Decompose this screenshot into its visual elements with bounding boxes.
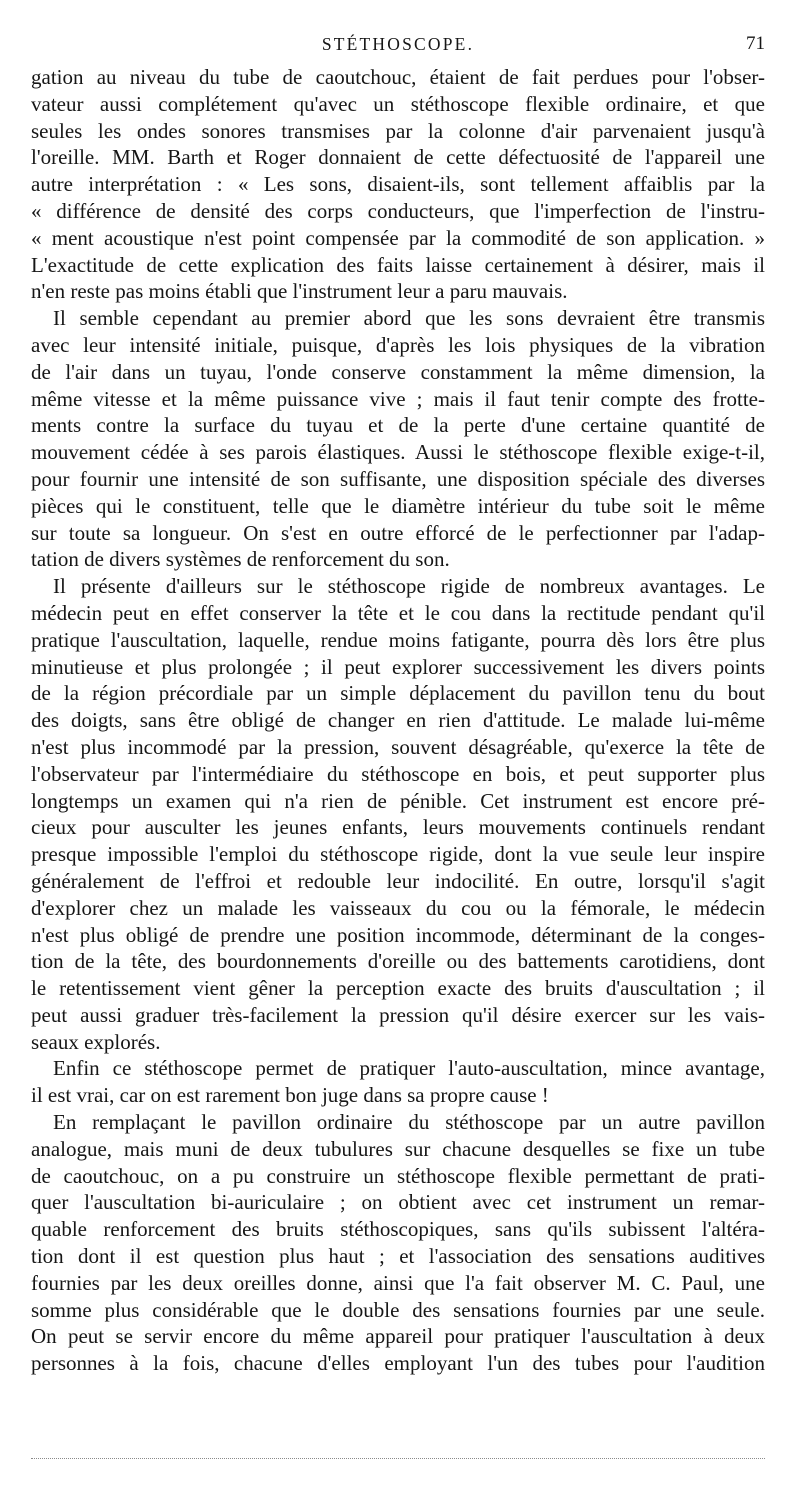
text-line: personnes à la fois, chacune d'elles employant l'un des tubes pour l'audition <box>31 1351 765 1376</box>
text-line: avec leur intensité initiale, puisque, d'après les lois physiques de la vibration <box>31 332 765 357</box>
text-line: tion dont il est question plus haut ; et l'association des sensations auditives <box>31 1244 765 1269</box>
text-line: l'oreille. MM. Barth et Roger donnaient de cette défectuosité de l'appareil une <box>31 145 765 170</box>
text-line: minutieuse et plus prolongée ; il peut explorer successivement les divers points <box>31 654 765 679</box>
text-line: de la région précordiale par un simple déplacement du pavillon tenu du bout <box>31 681 765 706</box>
running-header <box>31 32 765 56</box>
text-line: d'explorer chez un malade les vaisseaux du cou ou la fémorale, le médecin <box>31 895 765 920</box>
text-line: Il semble cependant au premier abord que les sons devraient être transmis <box>53 306 765 331</box>
text-line: quer l'auscultation bi-auriculaire ; on obtient avec cet instrument un remar- <box>31 1190 765 1215</box>
text-line: généralement de l'effroi et redouble leur indocilité. En outre, lorsqu'il s'agit <box>31 868 765 893</box>
text-line: Il présente d'ailleurs sur le stéthoscope rigide de nombreux avantages. Le <box>53 574 765 599</box>
text-line: n'est plus obligé de prendre une position incommode, déterminant de la conges- <box>31 922 765 947</box>
text-line: l'observateur par l'intermédiaire du stéthoscope en bois, et peut supporter plus <box>31 761 765 786</box>
text-line: des doigts, sans être obligé de changer en rien d'attitude. Le malade lui-même <box>31 708 765 733</box>
text-line: somme plus considérable que le double des sensations fournies par une seule. <box>31 1297 765 1322</box>
body-text <box>31 64 765 1377</box>
text-line: n'est plus incommodé par la pression, souvent désagréable, qu'exerce la tête de <box>31 734 765 759</box>
text-line: il est vrai, car on est rarement bon juge dans sa propre cause ! <box>31 1083 549 1108</box>
text-line: de caoutchouc, on a pu construire un stéthoscope flexible permettant de prati- <box>31 1163 765 1188</box>
text-line: tation de divers systèmes de renforcement du son. <box>31 547 450 572</box>
text-line: longtemps un examen qui n'a rien de pénible. Cet instrument est encore pré- <box>31 788 765 813</box>
text-line: seaux explorés. <box>31 1029 161 1054</box>
text-line: L'exactitude de cette explication des faits laisse certainement à désirer, mais il <box>31 252 765 277</box>
document-page <box>31 0 765 1491</box>
text-line: autre interprétation : « Les sons, disaient-ils, sont tellement affaiblis par la <box>31 172 765 197</box>
text-line: n'en reste pas moins établi que l'instrument leur a paru mauvais. <box>31 279 568 304</box>
text-line: presque impossible l'emploi du stéthoscope rigide, dont la vue seule leur inspire <box>31 842 765 867</box>
text-line: « différence de densité des corps conducteurs, que l'imperfection de l'instru- <box>31 198 765 223</box>
text-line: médecin peut en effet conserver la tête et le cou dans la rectitude pendant qu'il <box>31 600 765 625</box>
text-line: peut aussi graduer très-facilement la pression qu'il désire exercer sur les vais- <box>31 1002 765 1027</box>
running-title: STÉTHOSCOPE. <box>321 34 475 54</box>
text-line: pièces qui le constituent, telle que le diamètre intérieur du tube soit le même <box>31 493 765 518</box>
text-line: quable renforcement des bruits stéthoscopiques, sans qu'ils subissent l'altéra- <box>31 1217 765 1242</box>
text-line: « ment acoustique n'est point compensée par la commodité de son application. » <box>31 225 765 250</box>
text-line: de l'air dans un tuyau, l'onde conserve constamment la même dimension, la <box>31 359 765 384</box>
text-line: mouvement cédée à ses parois élastiques. Aussi le stéthoscope flexible exige-t-il, <box>31 440 765 465</box>
text-line: pratique l'auscultation, laquelle, rendue moins fatigante, pourra dès lors être plus <box>31 627 765 652</box>
text-line: analogue, mais muni de deux tubulures sur chacune desquelles se fixe un tube <box>31 1136 765 1161</box>
text-line: tion de la tête, des bourdonnements d'oreille ou des battements carotidiens, dont <box>31 949 765 974</box>
text-line: vateur aussi complétement qu'avec un stéthoscope flexible ordinaire, et que <box>31 91 765 116</box>
text-line: ments contre la surface du tuyau et de la perte d'une certaine quantité de <box>31 413 765 438</box>
footer-dotted-rule <box>31 1458 765 1459</box>
text-line: même vitesse et la même puissance vive ; mais il faut tenir compte des frotte- <box>31 386 765 411</box>
page-number: 71 <box>746 33 765 54</box>
text-line: Enfin ce stéthoscope permet de pratiquer l'auto-auscultation, mince avantage, <box>53 1056 765 1081</box>
text-line: En remplaçant le pavillon ordinaire du stéthoscope par un autre pavillon <box>53 1110 765 1135</box>
text-line: On peut se servir encore du même appareil pour pratiquer l'auscultation à deux <box>31 1324 765 1349</box>
text-line: le retentissement vient gêner la perception exacte des bruits d'auscultation ; il <box>31 976 765 1001</box>
text-line: sur toute sa longueur. On s'est en outre efforcé de le perfectionner par l'adap- <box>31 520 765 545</box>
text-line: cieux pour ausculter les jeunes enfants, leurs mouvements continuels rendant <box>31 815 765 840</box>
text-line: gation au niveau du tube de caoutchouc, étaient de fait perdues pour l'obser- <box>31 65 765 89</box>
text-line: pour fournir une intensité de son suffisante, une disposition spéciale des diverses <box>31 466 765 491</box>
text-line: fournies par les deux oreilles donne, ainsi que l'a fait observer M. C. Paul, une <box>31 1270 765 1295</box>
text-line: seules les ondes sonores transmises par la colonne d'air parvenaient jusqu'à <box>31 118 765 143</box>
